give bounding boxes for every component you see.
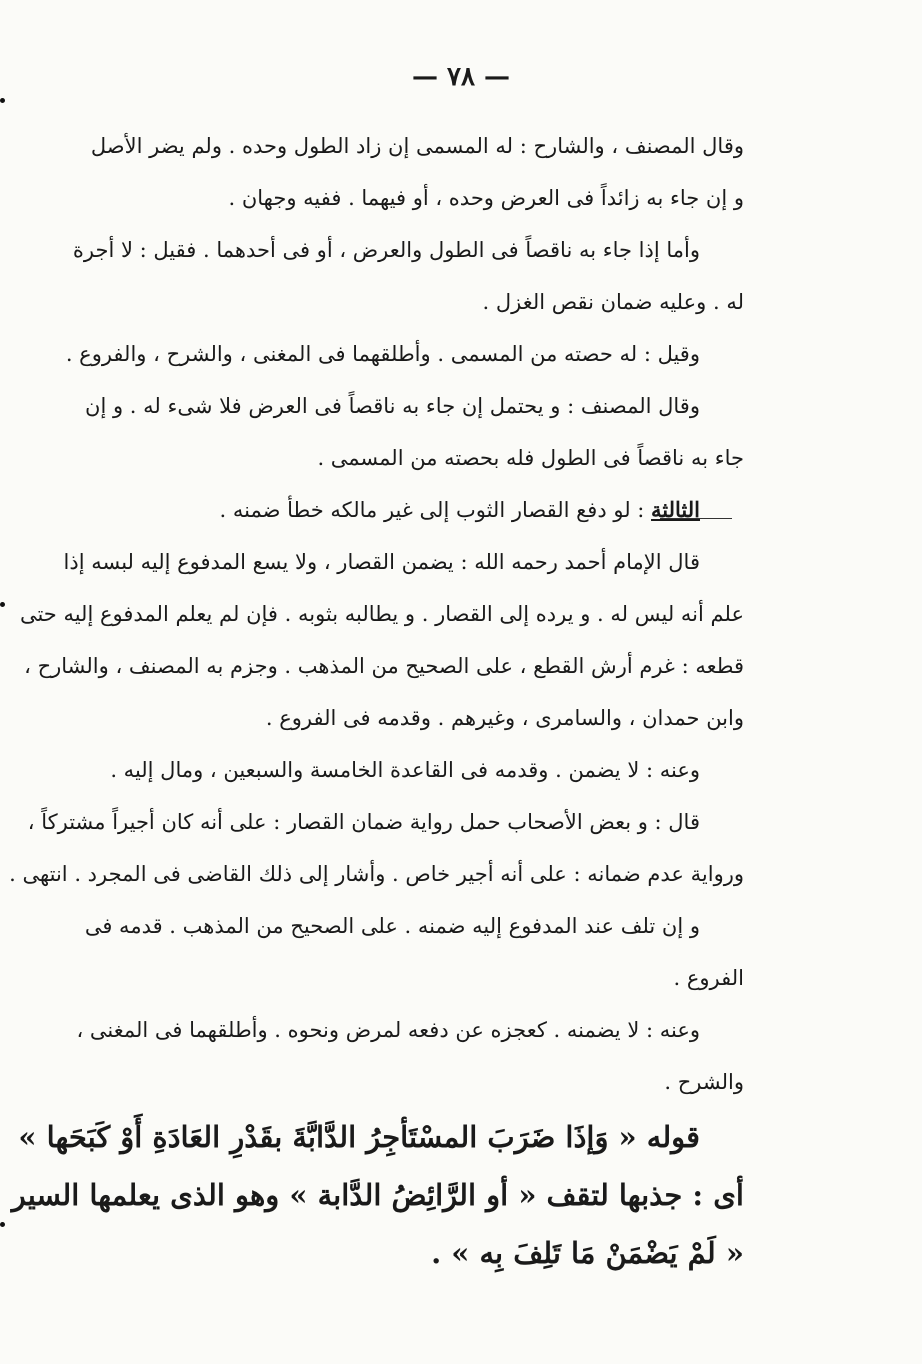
- text-line: والشرح .: [664, 1070, 744, 1094]
- text-line: وعنه : لا يضمن . وقدمه فى القاعدة الخامسة والسبعين ، ومال إليه .: [110, 758, 700, 782]
- text-line: وقال المصنف ، والشارح : له المسمى إن زاد الطول وحده . ولم يضر الأصل: [90, 134, 744, 158]
- scan-dot: [0, 98, 5, 103]
- section-label: الثالثة: [651, 497, 700, 522]
- page-body: [9, 120, 744, 1282]
- scan-dot: [0, 602, 5, 607]
- text-line: وقيل : له حصته من المسمى . وأطلقهما فى المغنى ، والشرح ، والفروع .: [65, 342, 700, 366]
- text-line: و إن تلف عند المدفوع إليه ضمنه . على الصحيح من المذهب . قدمه فى: [84, 914, 700, 938]
- text-line: له . وعليه ضمان نقص الغزل .: [482, 290, 744, 314]
- text-line: وأما إذا جاء به ناقصاً فى الطول والعرض ، أو فى أحدهما . فقيل : لا أجرة: [72, 238, 700, 262]
- scan-dot: [0, 1222, 5, 1227]
- text-line: قال : و بعض الأصحاب حمل رواية ضمان القصار : على أنه كان أجيراً مشتركاً ،: [27, 810, 700, 834]
- text-line: وعنه : لا يضمنه . كعجزه عن دفعه لمرض ونحوه . وأطلقهما فى المغنى ،: [76, 1018, 700, 1042]
- quote-line: قوله « وَإذَا ضَرَبَ المسْتَأجِرُ الدَّابَّةَ بقَدْرِ العَادَةِ أَوْ كَبَحَها »: [18, 1120, 700, 1154]
- text-line: وقال المصنف : و يحتمل إن جاء به ناقصاً فى العرض فلا شىء له . و إن: [85, 394, 700, 418]
- text-line: قال الإمام أحمد رحمه الله : يضمن القصار ، ولا يسع المدفوع إليه لبسه إذا: [63, 550, 700, 574]
- text-line-third: الثالثة : لو دفع القصار الثوب إلى غير مالكه خطأ ضمنه .: [219, 497, 700, 522]
- page-number: — ٧٨ —: [411, 62, 511, 92]
- text-line: وابن حمدان ، والسامرى ، وغيرهم . وقدمه فى الفروع .: [265, 706, 744, 730]
- text-line: علم أنه ليس له . و يرده إلى القصار . و يطالبه بثوبه . فإن لم يعلم المدفوع إليه حتى: [19, 602, 744, 626]
- text-line: الفروع .: [673, 966, 744, 990]
- quote-line: أى : جذبها لتقف « أو الرَّائِضُ الدَّابة » وهو الذى يعلمها السير: [11, 1178, 744, 1212]
- text-line: قطعه : غرم أرش القطع ، على الصحيح من المذهب . وجزم به المصنف ، والشارح ،: [24, 654, 744, 678]
- text-line: جاء به ناقصاً فى الطول فله بحصته من المسمى .: [317, 446, 744, 470]
- text-line: و إن جاء به زائداً فى العرض وحده ، أو فيهما . ففيه وجهان .: [228, 186, 744, 210]
- text-line: ورواية عدم ضمانه : على أنه أجير خاص . وأشار إلى ذلك القاضى فى المجرد . انتهى .: [9, 862, 744, 886]
- quote-line: « لَمْ يَضْمَنْ مَا تَلِفَ بِه » .: [431, 1236, 744, 1270]
